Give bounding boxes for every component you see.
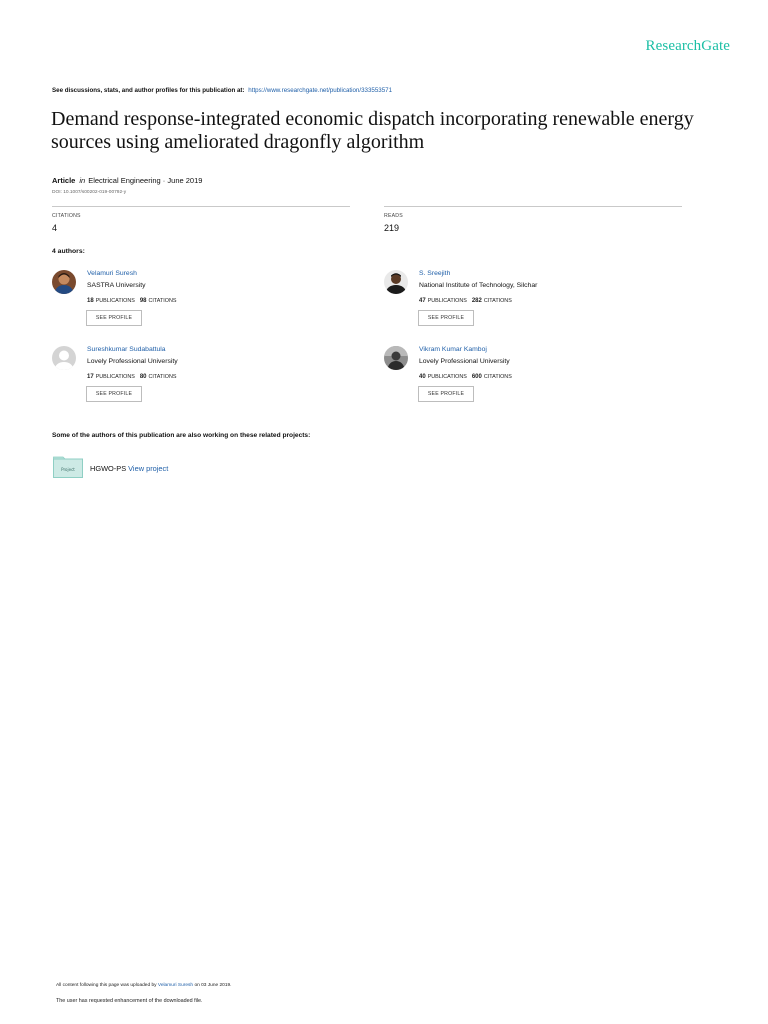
author-stats (419, 298, 512, 304)
author-card (52, 270, 352, 330)
discussion-label: See discussions, stats, and author profiles for this publication at: (52, 87, 245, 94)
author-name[interactable]: Vikram Kumar Kamboj (419, 346, 487, 353)
reads-value: 219 (384, 223, 400, 233)
see-profile-button[interactable]: SEE PROFILE (418, 386, 474, 402)
see-profile-button[interactable]: SEE PROFILE (418, 310, 474, 326)
related-projects-heading: Some of the authors of this publication are also working on these related projects: (52, 432, 311, 439)
uploader-link[interactable]: Velamuri Suresh (157, 983, 194, 988)
upload-note-prefix: All content following this page was uploaded by (56, 983, 157, 988)
avatar[interactable] (384, 270, 408, 294)
citations-count: 282 (471, 298, 482, 304)
citations-label: CITATIONS (148, 374, 177, 380)
author-institution: National Institute of Technology, Silchar (419, 282, 538, 289)
author-stats (87, 298, 176, 304)
publication-link[interactable]: https://www.researchgate.net/publication/333553571 (248, 87, 393, 94)
discussion-line (52, 87, 392, 94)
divider-left (52, 206, 350, 207)
project-icon (53, 456, 83, 478)
enhancement-note: The user has requested enhancement of the downloaded file. (56, 998, 203, 1004)
reads-label: READS (384, 213, 403, 219)
author-name[interactable]: S. Sreejith (419, 270, 451, 277)
author-card (384, 346, 684, 406)
author-institution: Lovely Professional University (87, 358, 178, 365)
publications-label: PUBLICATIONS (427, 374, 467, 380)
upload-note (56, 983, 232, 988)
doi: DOI: 10.1007/s00202-019-00792-y (52, 190, 127, 195)
see-profile-button[interactable]: SEE PROFILE (86, 310, 142, 326)
author-name[interactable]: Sureshkumar Sudabattula (87, 346, 166, 353)
researchgate-logo[interactable]: ResearchGate (645, 38, 730, 54)
citations-count: 80 (139, 374, 147, 380)
project-name: HGWO-PS (90, 464, 127, 473)
citations-value: 4 (52, 223, 58, 233)
citations-label: CITATIONS (483, 374, 512, 380)
authors-heading: 4 authors: (52, 248, 85, 255)
publications-count: 40 (419, 374, 426, 380)
author-card (384, 270, 684, 330)
avatar[interactable] (384, 346, 408, 370)
article-meta (52, 176, 202, 185)
author-name[interactable]: Velamuri Suresh (87, 270, 137, 277)
journal-info: Electrical Engineering · June 2019 (88, 176, 203, 185)
avatar[interactable] (52, 346, 76, 370)
avatar[interactable] (52, 270, 76, 294)
publications-label: PUBLICATIONS (95, 298, 135, 304)
article-type: Article (52, 176, 76, 185)
publications-label: PUBLICATIONS (95, 374, 135, 380)
view-project-link[interactable]: View project (128, 464, 169, 473)
article-in: in (79, 176, 86, 185)
citations-label: CITATIONS (483, 298, 512, 304)
publications-count: 47 (419, 298, 426, 304)
upload-note-suffix: on 03 June 2019. (194, 983, 232, 988)
project-entry (90, 464, 168, 473)
author-institution: Lovely Professional University (419, 358, 510, 365)
citations-label: CITATIONS (148, 298, 177, 304)
divider-right (384, 206, 682, 207)
author-institution: SASTRA University (87, 282, 146, 289)
publications-label: PUBLICATIONS (427, 298, 467, 304)
author-stats (419, 374, 512, 380)
citations-label: CITATIONS (52, 213, 81, 219)
author-stats (87, 374, 176, 380)
citations-count: 600 (471, 374, 482, 380)
project-icon-label: Project (61, 467, 75, 472)
publications-count: 17 (87, 374, 94, 380)
see-profile-button[interactable]: SEE PROFILE (86, 386, 142, 402)
citations-count: 98 (139, 298, 147, 304)
publications-count: 18 (87, 298, 94, 304)
page-title: Demand response-integrated economic dispatch incorporating renewable energy sources using ameliorated dragonfly algorithm (51, 108, 694, 153)
author-card (52, 346, 352, 406)
